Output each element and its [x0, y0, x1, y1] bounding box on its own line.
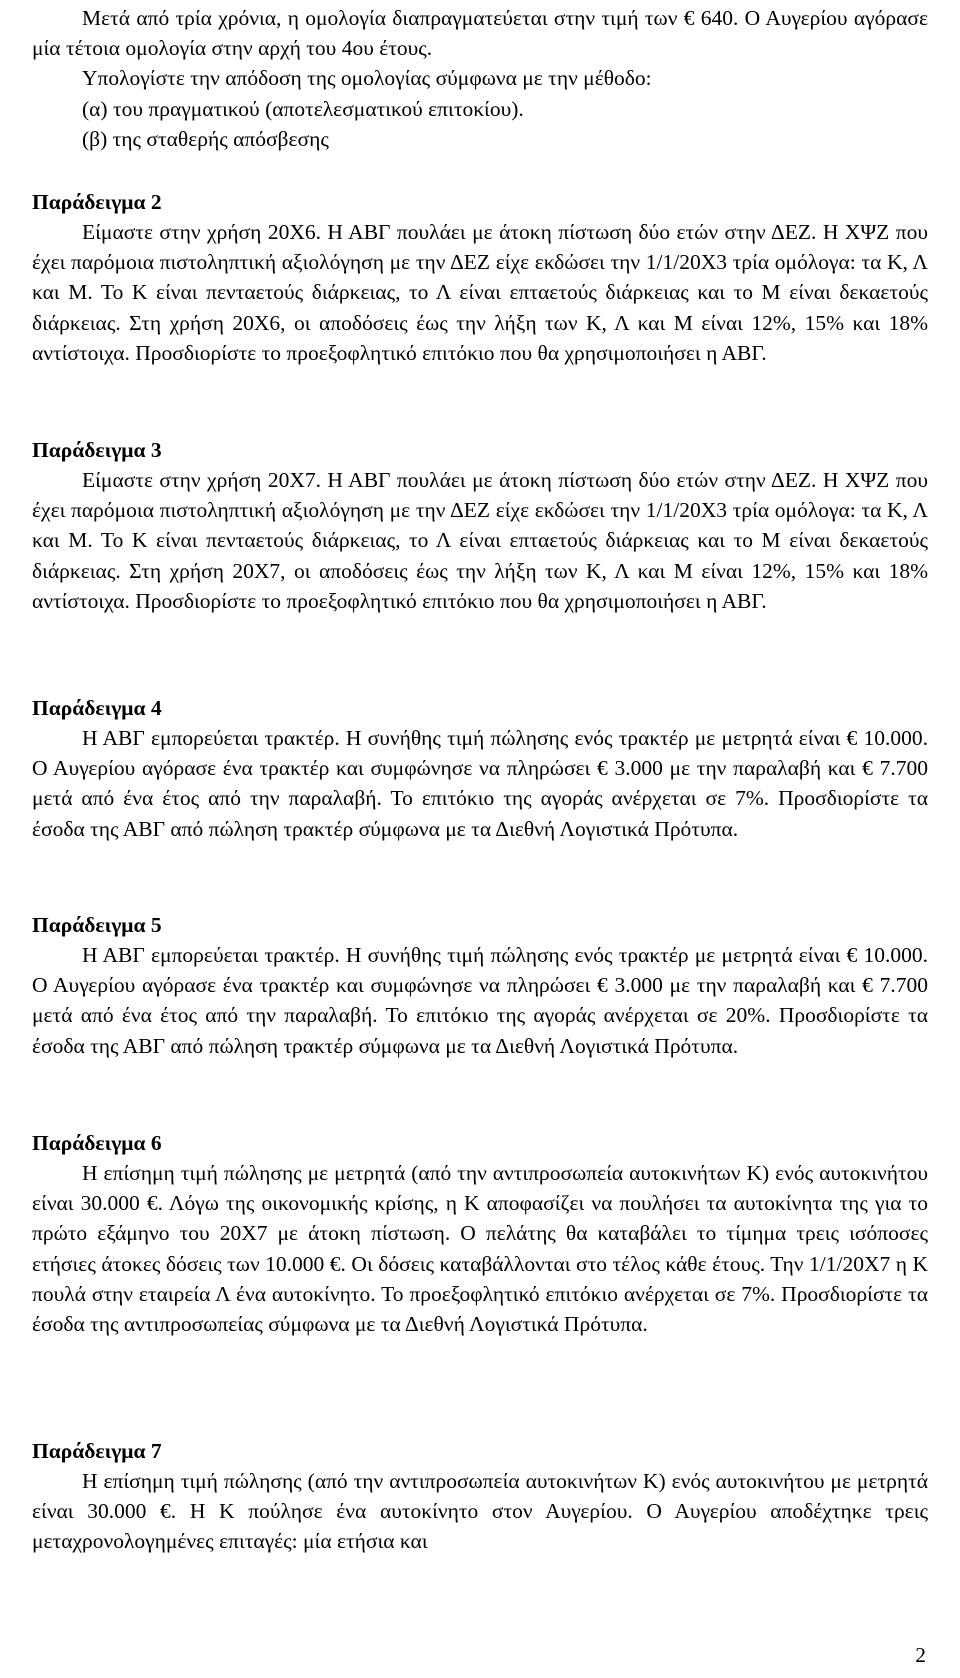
example-4-body	[32, 723, 928, 844]
example-3-title: Παράδειγμα 3	[32, 438, 162, 462]
example-6-body	[32, 1158, 928, 1339]
example-7-body	[32, 1466, 928, 1557]
intro-paragraph: Μετά από τρία χρόνια, η ομολογία διαπραγματεύεται στην τιμή των € 640. Ο Αυγερίου αγόρασε μία τέτοια ομολογία στην αρχή του 4ου έτους.	[32, 6, 928, 61]
example-3-body	[32, 465, 928, 616]
page-number: 2	[915, 1643, 926, 1667]
example-7-title: Παράδειγμα 7	[32, 1439, 162, 1463]
example-5-body	[32, 940, 928, 1061]
example-4-title: Παράδειγμα 4	[32, 696, 162, 720]
example-2-text: Είμαστε στην χρήση 20Χ6. Η ΑΒΓ πουλάει με άτοκη πίστωση δύο ετών στην ΔΕΖ. Η ΧΨΖ που έχει παρόμοια πιστοληπτική αξιολόγηση με την ΔΕΖ είχε εκδώσει την 1/1/20Χ3 τρία ομόλογα: τα Κ, Λ και Μ. Το Κ είναι πενταετούς διάρκειας, το Λ είναι επταετούς διάρκειας και το Μ είναι δεκαετούς διάρκειας. Στη χρήση 20Χ6, οι αποδόσεις έως την λήξη των Κ, Λ και Μ είναι 12%, 15% και 18% αντίστοιχα. Προσδιορίστε το προεξοφλητικό επιτόκιο που θα χρησιμοποιήσει η ΑΒΓ.	[32, 220, 928, 365]
example-5-title: Παράδειγμα 5	[32, 913, 162, 937]
intro-section	[32, 3, 928, 154]
intro-question: Υπολογίστε την απόδοση της ομολογίας σύμφωνα με την μέθοδο:	[82, 66, 652, 91]
intro-option-a: (α) του πραγματικού (αποτελεσματικού επιτοκίου).	[82, 96, 524, 121]
example-6-text: Η επίσημη τιμή πώλησης με μετρητά (από την αντιπροσωπεία αυτοκινήτων Κ) ενός αυτοκινήτου είναι 30.000 €. Λόγω της οικονομικής κρίσης, η Κ αποφασίζει να πουλήσει τα αυτοκίνητα της για το πρώτο εξάμηνο του 20Χ7 με άτοκη πίστωση. Ο πελάτης θα καταβάλει το τίμημα τρεις ισόποσες ετήσιες άτοκες δόσεις των 10.000 €. Οι δόσεις καταβάλλονται στο τέλος κάθε έτους. Την 1/1/20Χ7 η Κ πουλά στην εταιρεία Λ ένα αυτοκίνητο. Το προεξοφλητικό επιτόκιο ανέρχεται σε 7%. Προσδιορίστε τα έσοδα της αντιπροσωπείας σύμφωνα με τα Διεθνή Λογιστικά Πρότυπα.	[32, 1161, 928, 1337]
example-5-text: Η ΑΒΓ εμπορεύεται τρακτέρ. Η συνήθης τιμή πώλησης ενός τρακτέρ με μετρητά είναι € 10.000. Ο Αυγερίου αγόρασε ένα τρακτέρ και συμφώνησε να πληρώσει € 3.000 με την παραλαβή και € 7.700 μετά από ένα έτος από την παραλαβή. Το επιτόκιο της αγοράς ανέρχεται σε 20%. Προσδιορίστε τα έσοδα της ΑΒΓ από πώληση τρακτέρ σύμφωνα με τα Διεθνή Λογιστικά Πρότυπα.	[32, 943, 928, 1058]
example-6-title: Παράδειγμα 6	[32, 1131, 162, 1155]
example-3-text: Είμαστε στην χρήση 20Χ7. Η ΑΒΓ πουλάει με άτοκη πίστωση δύο ετών στην ΔΕΖ. Η ΧΨΖ που έχει παρόμοια πιστοληπτική αξιολόγηση με την ΔΕΖ είχε εκδώσει την 1/1/20Χ3 τρία ομόλογα: τα Κ, Λ και Μ. Το Κ είναι πενταετούς διάρκειας, το Λ είναι επταετούς διάρκειας και το Μ είναι δεκαετούς διάρκειας. Στη χρήση 20Χ7, οι αποδόσεις έως την λήξη των Κ, Λ και Μ είναι 12%, 15% και 18% αντίστοιχα. Προσδιορίστε το προεξοφλητικό επιτόκιο που θα χρησιμοποιήσει η ΑΒΓ.	[32, 468, 928, 613]
example-7-text: Η επίσημη τιμή πώλησης (από την αντιπροσωπεία αυτοκινήτων Κ) ενός αυτοκινήτου με μετρητά είναι 30.000 €. Η Κ πούλησε ένα αυτοκίνητο στον Αυγερίου. Ο Αυγερίου αποδέχτηκε τρεις μεταχρονολογημένες επιταγές: μία ετήσια και	[32, 1469, 928, 1554]
example-2-body	[32, 217, 928, 368]
intro-option-b: (β) της σταθερής απόσβεσης	[82, 126, 329, 151]
example-2-title: Παράδειγμα 2	[32, 190, 162, 214]
example-4-text: Η ΑΒΓ εμπορεύεται τρακτέρ. Η συνήθης τιμή πώλησης ενός τρακτέρ με μετρητά είναι € 10.000. Ο Αυγερίου αγόρασε ένα τρακτέρ και συμφώνησε να πληρώσει € 3.000 με την παραλαβή και € 7.700 μετά από ένα έτος από την παραλαβή. Το επιτόκιο της αγοράς ανέρχεται σε 7%. Προσδιορίστε τα έσοδα της ΑΒΓ από πώληση τρακτέρ σύμφωνα με τα Διεθνή Λογιστικά Πρότυπα.	[32, 726, 928, 841]
